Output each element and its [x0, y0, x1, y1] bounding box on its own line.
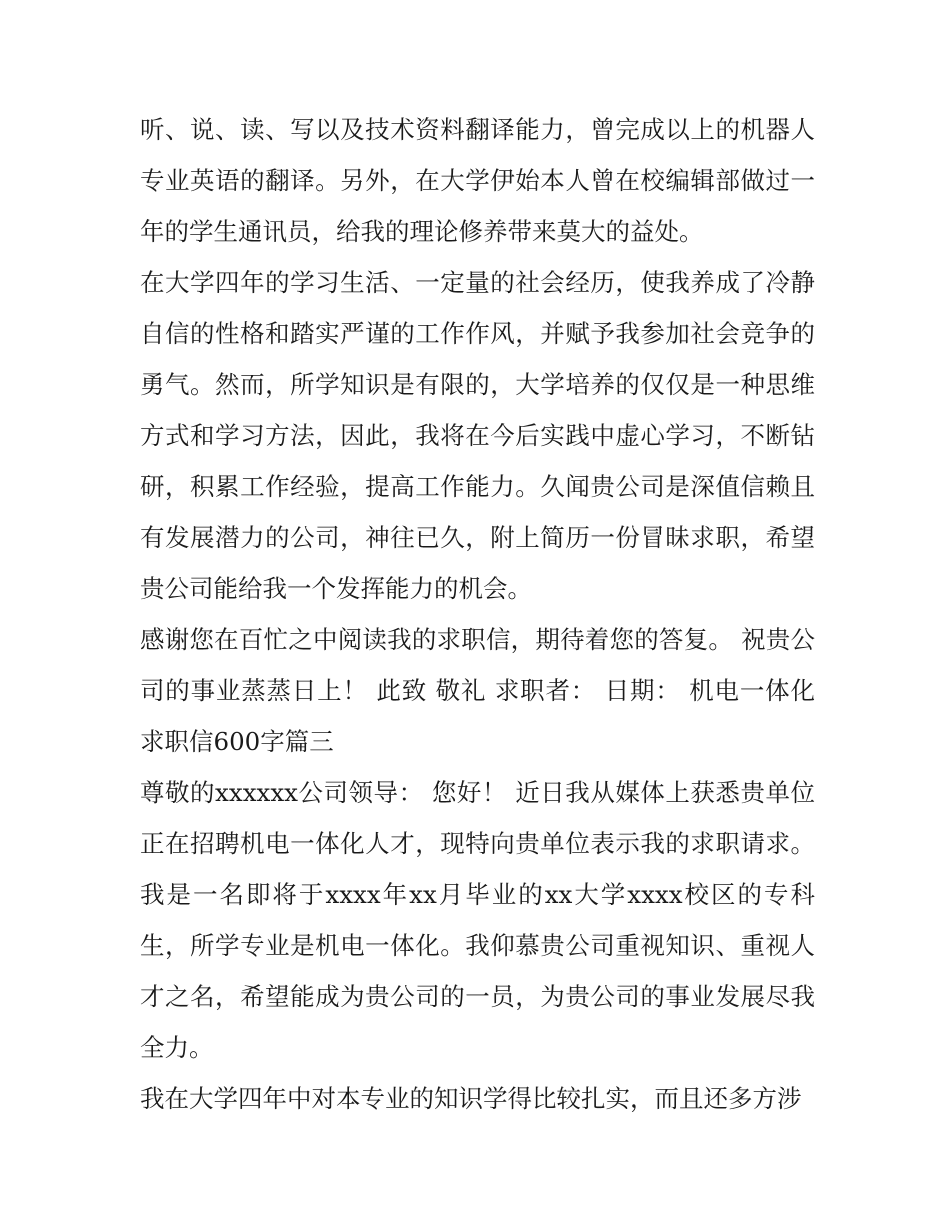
paragraph-letter-opening: 尊敬的xxxxxx公司领导： 您好！ 近日我从媒体上获悉贵单位正在招聘机电一体化人才，现特向贵单位表示我的求职请求。我是一名即将于xxxx年xx月毕业的xx大学xxxx校区的专科生，所学专业是机电一体化。我仰慕贵公司重视知识、重视人才之名，希望能成为贵公司的一员，为贵公司的事业发展尽我全力。	[140, 778, 815, 1062]
paragraph-closing-and-title: 感谢您在百忙之中阅读我的求职信，期待着您的答复。 祝贵公司的事业蒸蒸日上！ 此致 敬礼 求职者： 日期： 机电一体化求职信600字篇三	[140, 625, 815, 756]
paragraph-translation-ability: 听、说、读、写以及技术资料翻译能力，曾完成以上的机器人专业英语的翻译。另外，在大学伊始本人曾在校编辑部做过一年的学生通讯员，给我的理论修养带来莫大的益处。	[140, 115, 815, 246]
paragraph-study-summary: 我在大学四年中对本专业的知识学得比较扎实，而且还多方涉	[140, 1084, 802, 1113]
document-body	[140, 104, 815, 1124]
paragraph-university-life: 在大学四年的学习生活、一定量的社会经历，使我养成了冷静自信的性格和踏实严谨的工作作风，并赋予我参加社会竞争的勇气。然而，所学知识是有限的，大学培养的仅仅是一种思维方式和学习方法，因此，我将在今后实践中虚心学习，不断钻研，积累工作经验，提高工作能力。久闻贵公司是深值信赖且有发展潜力的公司，神往已久，附上简历一份冒昧求职，希望贵公司能给我一个发挥能力的机会。	[140, 268, 815, 603]
